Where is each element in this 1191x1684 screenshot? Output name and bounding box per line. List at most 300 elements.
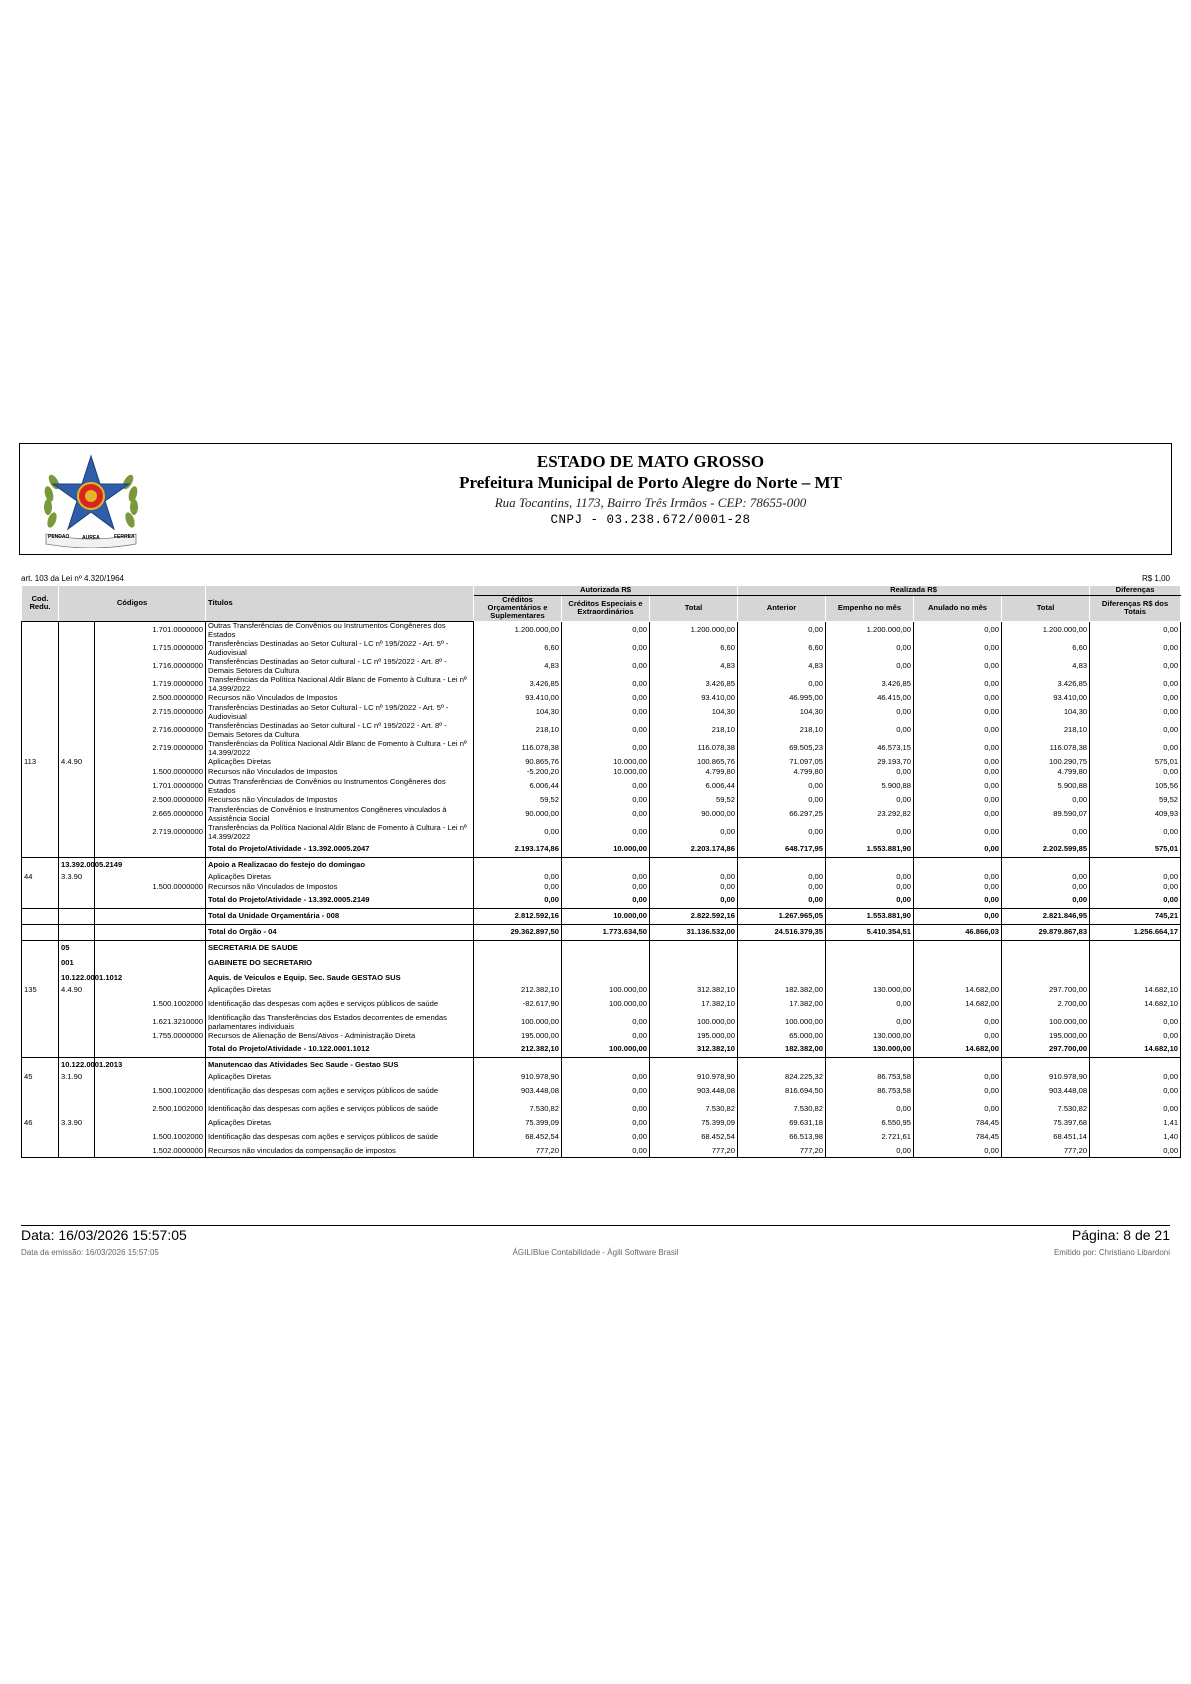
cell-value: 14.682,00 <box>914 996 1002 1014</box>
cell-value <box>826 940 914 956</box>
cell-value: 0,00 <box>1002 824 1090 842</box>
cell-value: 100.000,00 <box>562 986 650 996</box>
cell-value: 777,20 <box>738 1147 826 1158</box>
cell-value: 104,30 <box>738 704 826 722</box>
cell-value <box>826 971 914 986</box>
total-row <box>22 893 1181 909</box>
cell-value: 297.700,00 <box>1002 1042 1090 1058</box>
cell-subcodigo <box>95 1119 206 1129</box>
cell-value: 69.631,18 <box>738 1119 826 1129</box>
cell-value: 29.879.867,83 <box>1002 924 1090 940</box>
cell-value: 31.136.532,00 <box>650 924 738 940</box>
section-header-row <box>22 1057 1181 1073</box>
cell-value: 0,00 <box>826 893 914 909</box>
cell-subcodigo: 2.500.0000000 <box>95 694 206 704</box>
cell-value: 0,00 <box>914 758 1002 768</box>
cell-codigo: 10.122.0001.2013 <box>59 1057 95 1073</box>
cell-cod-redu: 135 <box>22 986 59 996</box>
cell-codigo <box>59 1042 95 1058</box>
cell-value: 648.717,95 <box>738 842 826 858</box>
cell-codigo <box>59 722 95 740</box>
cell-value: 0,00 <box>562 1119 650 1129</box>
cell-value: 0,00 <box>826 796 914 806</box>
cell-value: 0,00 <box>826 704 914 722</box>
cell-cod-redu <box>22 1101 59 1119</box>
cell-value <box>1090 857 1181 873</box>
cell-value <box>738 1057 826 1073</box>
law-reference: art. 103 da Lei nº 4.320/1964 <box>21 574 125 583</box>
cell-codigo <box>59 883 95 893</box>
cell-subcodigo <box>95 873 206 883</box>
cell-value: 6.550,95 <box>826 1119 914 1129</box>
cell-codigo <box>59 1147 95 1158</box>
cell-value: 0,00 <box>914 796 1002 806</box>
cell-value: 0,00 <box>1090 694 1181 704</box>
cell-value: 0,00 <box>1090 873 1181 883</box>
table-row <box>22 1101 1181 1119</box>
total-row <box>22 842 1181 858</box>
cell-value: 3.426,85 <box>1002 676 1090 694</box>
cell-value: 46.415,00 <box>826 694 914 704</box>
footer-date: Data: 16/03/2026 15:57:05 <box>21 1227 187 1243</box>
cell-codigo <box>59 621 95 640</box>
table-row <box>22 722 1181 740</box>
cell-value: 6,60 <box>474 640 562 658</box>
cell-value: 93.410,00 <box>474 694 562 704</box>
cnpj-line: CNPJ - 03.238.672/0001-28 <box>550 513 751 527</box>
cell-value: 0,00 <box>914 658 1002 676</box>
cell-value: 86.753,58 <box>826 1073 914 1083</box>
cell-value: 5.410.354,51 <box>826 924 914 940</box>
cell-codigo: 13.392.0005.2149 <box>59 857 95 873</box>
cell-subcodigo: 1.500.0000000 <box>95 768 206 778</box>
cell-value: 0,00 <box>914 873 1002 883</box>
cell-value: 46.573,15 <box>826 740 914 758</box>
cell-codigo: 05 <box>59 940 95 956</box>
cell-value: 23.292,82 <box>826 806 914 824</box>
cell-value: 910.978,90 <box>1002 1073 1090 1083</box>
cell-cod-redu: 45 <box>22 1073 59 1083</box>
cell-titulo: Transferências da Política Nacional Aldir Blanc de Fomento à Cultura - Lei nº 14.399/2022 <box>206 740 474 758</box>
cell-value: 2.822.592,16 <box>650 908 738 924</box>
table-row <box>22 640 1181 658</box>
cell-value: 777,20 <box>650 1147 738 1158</box>
footer-page-number: Página: 8 de 21 <box>1071 1227 1170 1243</box>
cell-value: 1.256.664,17 <box>1090 924 1181 940</box>
table-row <box>22 621 1181 640</box>
cell-value: 903.448,08 <box>1002 1083 1090 1101</box>
cell-subcodigo: 1.719.0000000 <box>95 676 206 694</box>
cell-cod-redu <box>22 640 59 658</box>
report-header <box>19 443 1172 555</box>
cell-value <box>562 1057 650 1073</box>
cell-value: 7.530,82 <box>474 1101 562 1119</box>
group-realizada: Realizada R$ <box>738 586 1090 596</box>
cell-value: 816.694,50 <box>738 1083 826 1101</box>
cell-titulo: Recursos não Vinculados de Impostos <box>206 694 474 704</box>
cell-titulo: Identificação das despesas com ações e serviços públicos de saúde <box>206 1129 474 1147</box>
cell-titulo: Transferências da Política Nacional Aldir Blanc de Fomento à Cultura - Lei nº 14.399/2022 <box>206 676 474 694</box>
cell-titulo: Apoio a Realizacao do festejo do domingao <box>206 857 474 873</box>
cell-value: 0,00 <box>826 1014 914 1032</box>
cell-value: 1.553.881,90 <box>826 842 914 858</box>
cell-cod-redu <box>22 893 59 909</box>
cell-titulo: Total do Projeto/Atividade - 13.392.0005.2047 <box>206 842 474 858</box>
cell-value: 104,30 <box>474 704 562 722</box>
cell-value: 17.382,10 <box>650 996 738 1014</box>
cell-value: 0,00 <box>562 740 650 758</box>
cell-value: 100.000,00 <box>474 1014 562 1032</box>
col-anulado-mes: Anulado no mês <box>914 596 1002 622</box>
cell-value <box>738 857 826 873</box>
cell-value: 1,41 <box>1090 1119 1181 1129</box>
cell-titulo: Transferências da Política Nacional Aldir Blanc de Fomento à Cultura - Lei nº 14.399/2022 <box>206 824 474 842</box>
cell-value: 14.682,00 <box>914 1042 1002 1058</box>
cell-value: 218,10 <box>650 722 738 740</box>
cell-value <box>738 940 826 956</box>
cell-value: 0,00 <box>474 824 562 842</box>
cell-codigo: 4.4.90 <box>59 758 95 768</box>
cell-value: 46.995,00 <box>738 694 826 704</box>
cell-titulo: Recursos não vinculados da compensação de impostos <box>206 1147 474 1158</box>
cell-cod-redu <box>22 796 59 806</box>
cell-value: 0,00 <box>914 1083 1002 1101</box>
cell-value: 65.000,00 <box>738 1032 826 1042</box>
crest-motto-1: PENDAO <box>48 534 70 540</box>
cell-value: 0,00 <box>562 694 650 704</box>
cell-value: 86.753,58 <box>826 1083 914 1101</box>
cell-cod-redu <box>22 778 59 796</box>
cell-value <box>1090 971 1181 986</box>
cell-value: 24.516.379,35 <box>738 924 826 940</box>
cell-value: 68.451,14 <box>1002 1129 1090 1147</box>
cell-value: 0,00 <box>914 1147 1002 1158</box>
cell-value <box>1002 956 1090 971</box>
cell-titulo: Identificação das Transferências dos Estados decorrentes de emendas parlamentares individuais <box>206 1014 474 1032</box>
cell-titulo: Recursos não Vinculados de Impostos <box>206 796 474 806</box>
table-row <box>22 806 1181 824</box>
cell-value: 0,00 <box>474 893 562 909</box>
cell-value: 100.290,75 <box>1002 758 1090 768</box>
budget-report-table <box>21 585 1181 1158</box>
table-row <box>22 883 1181 893</box>
cell-value: -82.617,90 <box>474 996 562 1014</box>
cell-cod-redu <box>22 924 59 940</box>
cell-value: 910.978,90 <box>650 1073 738 1083</box>
cell-value <box>914 1057 1002 1073</box>
cell-value: 0,00 <box>1090 768 1181 778</box>
cell-value: 0,00 <box>914 1101 1002 1119</box>
prefeitura-title: Prefeitura Municipal de Porto Alegre do Norte – MT <box>459 473 842 492</box>
table-row <box>22 1014 1181 1032</box>
cell-value: 0,00 <box>1090 893 1181 909</box>
cell-codigo <box>59 740 95 758</box>
cell-value: 100.865,76 <box>650 758 738 768</box>
cell-value: 1.200.000,00 <box>1002 621 1090 640</box>
cell-value: 0,00 <box>562 1032 650 1042</box>
cell-titulo: Manutencao das Atividades Sec Saude - Gestao SUS <box>206 1057 474 1073</box>
cell-value: 0,00 <box>738 893 826 909</box>
cell-value: 0,00 <box>826 824 914 842</box>
cell-value: 0,00 <box>914 893 1002 909</box>
cell-value: 297.700,00 <box>1002 986 1090 996</box>
table-row <box>22 758 1181 768</box>
cell-codigo <box>59 676 95 694</box>
cell-value: 0,00 <box>1090 676 1181 694</box>
cell-value <box>738 956 826 971</box>
cell-subcodigo: 2.665.0000000 <box>95 806 206 824</box>
cell-value: 212.382,10 <box>474 1042 562 1058</box>
cell-value: 59,52 <box>474 796 562 806</box>
cell-cod-redu <box>22 1042 59 1058</box>
cell-value: 93.410,00 <box>1002 694 1090 704</box>
cell-subcodigo: 1.500.1002000 <box>95 1083 206 1101</box>
cell-value <box>1090 956 1181 971</box>
cell-value: 0,00 <box>738 883 826 893</box>
cell-value: 409,93 <box>1090 806 1181 824</box>
cell-value: 0,00 <box>562 676 650 694</box>
cell-codigo: 10.122.0001.1012 <box>59 971 95 986</box>
cell-value: 100.000,00 <box>650 1014 738 1032</box>
cell-value: 0,00 <box>1090 824 1181 842</box>
cell-value: 14.682,10 <box>1090 1042 1181 1058</box>
cell-value: 0,00 <box>650 824 738 842</box>
col-creditos-especiais: Créditos Especiais e Extraordinários <box>562 596 650 622</box>
cell-value: 116.078,38 <box>474 740 562 758</box>
cell-value: 1.773.634,50 <box>562 924 650 940</box>
cell-subcodigo <box>95 908 206 924</box>
col-empenho-mes: Empenho no mês <box>826 596 914 622</box>
cell-value: 90.000,00 <box>650 806 738 824</box>
cell-cod-redu: 46 <box>22 1119 59 1129</box>
cell-value: 0,00 <box>914 842 1002 858</box>
cell-value <box>1002 1057 1090 1073</box>
cell-value: 777,20 <box>1002 1147 1090 1158</box>
cell-value: 0,00 <box>474 883 562 893</box>
footer-software: ÁGILIBlue Contabilidade - Ágili Software Brasil <box>512 1248 679 1257</box>
cell-value: 10.000,00 <box>562 758 650 768</box>
cell-value <box>650 971 738 986</box>
cell-value: 17.382,00 <box>738 996 826 1014</box>
cell-value: 312.382,10 <box>650 1042 738 1058</box>
cell-value: 0,00 <box>914 740 1002 758</box>
cell-cod-redu <box>22 704 59 722</box>
cell-value: 0,00 <box>562 778 650 796</box>
cell-cod-redu <box>22 1014 59 1032</box>
cell-value: 0,00 <box>826 658 914 676</box>
cell-value: 212.382,10 <box>474 986 562 996</box>
section-header-row <box>22 956 1181 971</box>
crest-motto-3: FERREA <box>114 534 135 540</box>
cell-value <box>474 956 562 971</box>
total-row <box>22 924 1181 940</box>
col-cod-redu: Cod. Redu. <box>22 586 59 622</box>
cell-value: 130.000,00 <box>826 1042 914 1058</box>
cell-value: 100.000,00 <box>1002 1014 1090 1032</box>
cell-codigo: 3.3.90 <box>59 1119 95 1129</box>
cell-value: 5.900,88 <box>1002 778 1090 796</box>
cell-value <box>1090 940 1181 956</box>
cell-value: 0,00 <box>1002 883 1090 893</box>
col-total-autorizada: Total <box>650 596 738 622</box>
cell-value: 71.097,05 <box>738 758 826 768</box>
cell-value: 0,00 <box>914 824 1002 842</box>
cell-value: 0,00 <box>826 722 914 740</box>
cell-value: 0,00 <box>914 768 1002 778</box>
cell-value: 100.000,00 <box>562 1042 650 1058</box>
section-header-row <box>22 857 1181 873</box>
cell-value: 0,00 <box>826 1147 914 1158</box>
cell-value: 0,00 <box>914 883 1002 893</box>
cell-value: 0,00 <box>914 704 1002 722</box>
cell-subcodigo: 1.500.1002000 <box>95 1129 206 1147</box>
cell-value: 0,00 <box>1090 722 1181 740</box>
cell-subcodigo: 2.719.0000000 <box>95 740 206 758</box>
col-titulos: Titulos <box>206 586 474 622</box>
cell-value: 0,00 <box>1090 883 1181 893</box>
cell-value: 0,00 <box>1090 704 1181 722</box>
cell-cod-redu <box>22 908 59 924</box>
cell-value: 0,00 <box>562 873 650 883</box>
cell-value: 2.202.599,85 <box>1002 842 1090 858</box>
cell-value: 6,60 <box>650 640 738 658</box>
cell-value: 0,00 <box>562 806 650 824</box>
cell-subcodigo: 1.502.0000000 <box>95 1147 206 1158</box>
cell-value <box>1002 971 1090 986</box>
cell-value <box>474 857 562 873</box>
cell-value: 4,83 <box>474 658 562 676</box>
cell-value: 3.426,85 <box>650 676 738 694</box>
cell-value <box>562 971 650 986</box>
cell-titulo: Transferências Destinadas ao Setor cultural - LC nº 195/2022 - Art. 8º - Demais Setores da Cultura <box>206 658 474 676</box>
cell-subcodigo: 1.500.0000000 <box>95 883 206 893</box>
cell-value <box>650 1057 738 1073</box>
cell-value: 0,00 <box>914 908 1002 924</box>
cell-value: 0,00 <box>650 883 738 893</box>
cell-subcodigo: 1.701.0000000 <box>95 621 206 640</box>
cell-value <box>562 956 650 971</box>
cell-value: -5.200,20 <box>474 768 562 778</box>
state-title: ESTADO DE MATO GROSSO <box>536 452 765 471</box>
cell-value: 0,00 <box>562 893 650 909</box>
cell-value: 66.297,25 <box>738 806 826 824</box>
cell-codigo <box>59 768 95 778</box>
cell-cod-redu <box>22 996 59 1014</box>
cell-titulo: Identificação das despesas com ações e serviços públicos de saúde <box>206 996 474 1014</box>
cell-titulo: Total da Unidade Orçamentária - 008 <box>206 908 474 924</box>
cell-cod-redu: 113 <box>22 758 59 768</box>
cell-value: 2.700,00 <box>1002 996 1090 1014</box>
cell-value: 59,52 <box>1090 796 1181 806</box>
cell-subcodigo <box>95 758 206 768</box>
table-row <box>22 768 1181 778</box>
cell-value: 0,00 <box>914 1014 1002 1032</box>
cell-codigo <box>59 824 95 842</box>
cell-value: 116.078,38 <box>650 740 738 758</box>
cell-value <box>738 971 826 986</box>
cell-titulo: Aquis. de Veiculos e Equip. Sec. Saude GESTAO SUS <box>206 971 474 986</box>
table-row <box>22 1083 1181 1101</box>
cell-subcodigo <box>95 924 206 940</box>
cell-titulo: Aplicações Diretas <box>206 986 474 996</box>
cell-value: 0,00 <box>826 883 914 893</box>
table-row <box>22 1073 1181 1083</box>
cell-value: 0,00 <box>562 1073 650 1083</box>
table-row <box>22 824 1181 842</box>
cell-cod-redu <box>22 694 59 704</box>
cell-subcodigo <box>95 893 206 909</box>
cell-value: 100.000,00 <box>738 1014 826 1032</box>
cell-titulo: Aplicações Diretas <box>206 1073 474 1083</box>
cell-codigo <box>59 1083 95 1101</box>
table-row <box>22 1147 1181 1158</box>
cell-value: 1.553.881,90 <box>826 908 914 924</box>
col-total-realizada: Total <box>1002 596 1090 622</box>
cell-value: 3.426,85 <box>826 676 914 694</box>
cell-value: 68.452,54 <box>474 1129 562 1147</box>
cell-subcodigo: 2.500.0000000 <box>95 796 206 806</box>
cell-value: 14.682,10 <box>1090 986 1181 996</box>
cell-subcodigo: 2.716.0000000 <box>95 722 206 740</box>
cell-codigo <box>59 806 95 824</box>
cell-value: 104,30 <box>650 704 738 722</box>
cell-value: 0,00 <box>562 1101 650 1119</box>
cell-cod-redu <box>22 621 59 640</box>
cell-value: 910.978,90 <box>474 1073 562 1083</box>
cell-titulo: Identificação das despesas com ações e serviços públicos de saúde <box>206 1083 474 1101</box>
cell-value: 100.000,00 <box>562 996 650 1014</box>
cell-cod-redu <box>22 971 59 986</box>
cell-value <box>914 956 1002 971</box>
cell-value: 0,00 <box>1090 1073 1181 1083</box>
cell-subcodigo: 2.715.0000000 <box>95 704 206 722</box>
cell-value: 784,45 <box>914 1119 1002 1129</box>
cell-value <box>914 857 1002 873</box>
cell-value: 68.452,54 <box>650 1129 738 1147</box>
cell-value: 0,00 <box>1090 1032 1181 1042</box>
cell-value <box>650 940 738 956</box>
cell-titulo: Transferências Destinadas ao Setor Cultural - LC nº 195/2022 - Art. 5º - Audiovisual <box>206 640 474 658</box>
col-creditos-orcamentarios: Créditos Orçamentários e Suplementares <box>474 596 562 622</box>
cell-value: 7.530,82 <box>650 1101 738 1119</box>
cell-value <box>650 857 738 873</box>
cell-titulo: Recursos não Vinculados de Impostos <box>206 768 474 778</box>
cell-subcodigo <box>95 842 206 858</box>
cell-value: 4,83 <box>1002 658 1090 676</box>
cell-value: 5.900,88 <box>826 778 914 796</box>
cell-value: 312.382,10 <box>650 986 738 996</box>
cell-value: 1.267.965,05 <box>738 908 826 924</box>
cell-titulo: GABINETE DO SECRETARIO <box>206 956 474 971</box>
total-row <box>22 1042 1181 1058</box>
cell-subcodigo: 2.719.0000000 <box>95 824 206 842</box>
cell-value: 0,00 <box>562 1129 650 1147</box>
col-codigos: Códigos <box>59 586 206 622</box>
cell-value: 0,00 <box>914 640 1002 658</box>
table-row <box>22 873 1181 883</box>
cell-subcodigo: 1.755.0000000 <box>95 1032 206 1042</box>
cell-value: 4,83 <box>738 658 826 676</box>
cell-value: 14.682,10 <box>1090 996 1181 1014</box>
cell-value: 182.382,00 <box>738 986 826 996</box>
cell-value: 2.721,61 <box>826 1129 914 1147</box>
cell-value: 69.505,23 <box>738 740 826 758</box>
cell-value: 0,00 <box>562 1147 650 1158</box>
cell-subcodigo <box>95 1073 206 1083</box>
cell-value: 2.203.174,86 <box>650 842 738 858</box>
col-diferencas-totais: Diferenças R$ dos Totais <box>1090 596 1181 622</box>
cell-value: 4.799,80 <box>1002 768 1090 778</box>
